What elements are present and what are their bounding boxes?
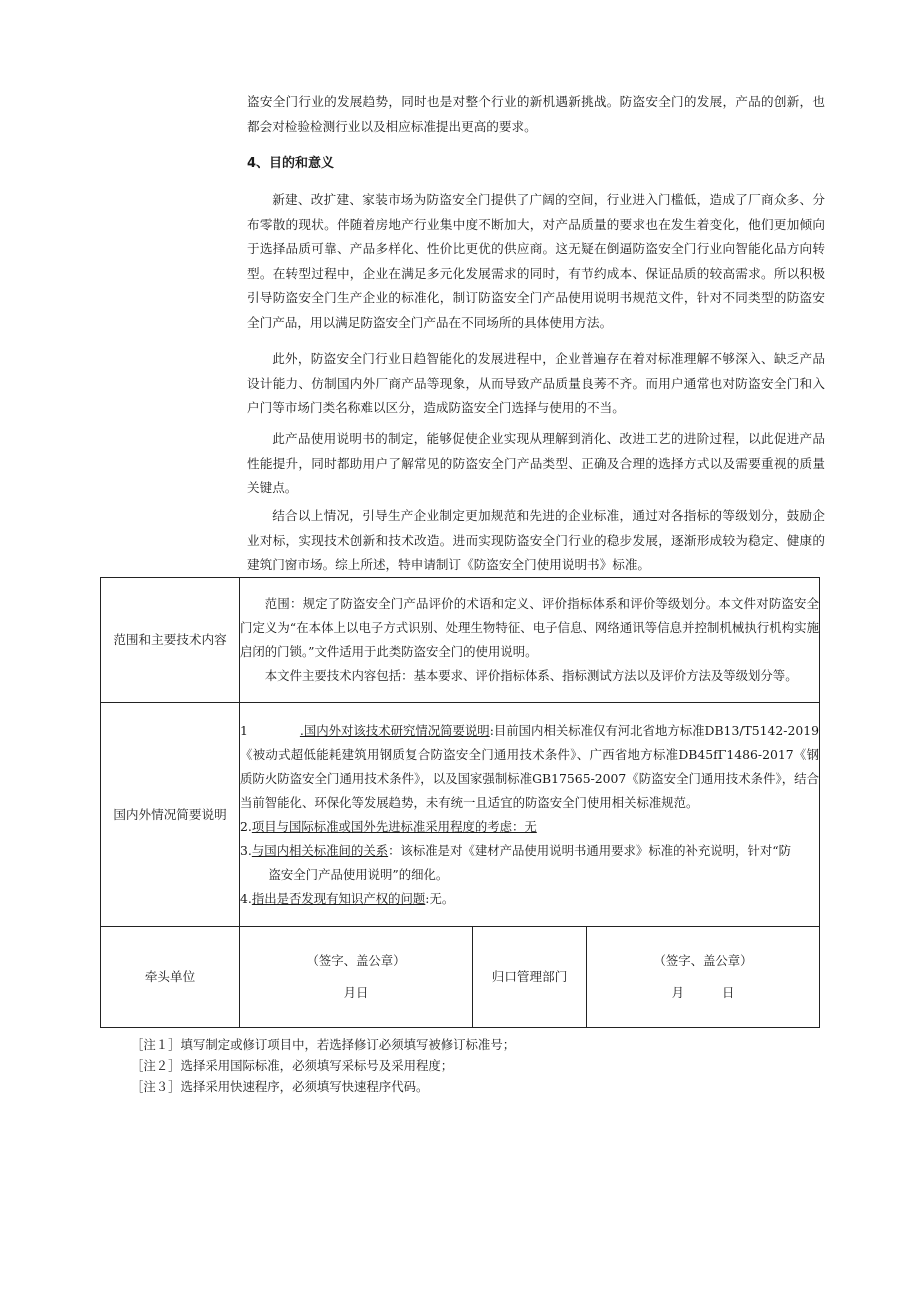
item-4-title: 指出是否发现有知识产权的问题 — [251, 890, 426, 906]
domestic-foreign-row — [101, 703, 820, 927]
dept-date — [587, 983, 819, 1003]
item-3-continuation: 盗安全门产品使用说明”的细化。 — [268, 866, 449, 882]
intro-paragraph: 盗安全门行业的发展趋势，同时也是对整个行业的新机遇新挑战。防盗安全门的发展，产品的创新，也都会对检验检测行业以及相应标准提出更高的要求。 — [247, 94, 825, 134]
note-3: ［注３］选择采用快速程序，必须填写快速程序代码。 — [131, 1079, 429, 1094]
body-paragraph-3: 此产品使用说明书的制定，能够促使企业实现从理解到消化、改进工艺的进阶过程，以此促进产品性能提升，同时都助用户了解常见的防盗安全门产品类型、正确及合理的选择方式以及需要重视的质量关键点。 — [247, 431, 825, 495]
scope-row — [101, 578, 820, 703]
signature-row — [101, 927, 820, 1028]
body-paragraph-4: 结合以上情况，引导生产企业制定更加规范和先进的企业标准，通过对各指标的等级划分，鼓励企业对标，实现技术创新和技术改造。进而实现防盗安全门行业的稳步发展，逐渐形成较为稳定、健康的建筑门窗市场。综上所述，特申请制订《防盗安全门使用说明书》标准。 — [247, 508, 825, 572]
body-paragraph-2: 此外，防盗安全门行业日趋智能化的发展进程中，企业普遍存在着对标准理解不够深入、缺乏产品设计能力、仿制国内外厂商产品等现象，从而导致产品质量良莠不齐。而用户通常也对防盗安全门和入户门等市场门类名称难以区分，造成防盗安全门选择与使用的不当。 — [247, 351, 825, 415]
lead-date: 月日 — [343, 985, 369, 1000]
item-1-text: :目前国内相关标准仅有河北省地方标准DB13/T5142-2019《被动式超低能耗建筑用钢质复合防盗安全门通用技术条件》、广西省地方标准DB45fΓ1486-2017《钢质防火防盗安全门通用技术条件》，以及国家强制标准GB17565-2007《防盗安全门通用技术条件》，结合当前智能化、环保化等发展趋势，未有统一且适宜的防盗安全门使用相关标准规范。 — [240, 722, 820, 810]
project-info-table — [100, 577, 820, 1028]
dept-sign-note: （签字、盖公章） — [653, 953, 753, 968]
note-2: ［注２］选择采用国际标准，必须填写采标号及采用程度； — [131, 1058, 454, 1073]
item-2-number: 2. — [240, 818, 252, 834]
item-3-number: 3. — [240, 842, 252, 858]
lead-sign-note: （签字、盖公章） — [306, 953, 406, 968]
domestic-foreign-label: 国内外情况简要说明 — [101, 703, 240, 927]
technical-content-text: 本文件主要技术内容包括：基本要求、评价指标体系、指标测试方法以及评价方法及等级划分等。 — [264, 668, 798, 683]
item-4 — [240, 887, 819, 911]
scope-text: 范围：规定了防盗安全门产品评价的术语和定义、评价指标体系和评价等级划分。本文件对防盗安全门定义为“在本体上以电子方式识别、处理生物特征、电子信息、网络通讯等信息并控制机械执行机构实施启闭的门锁。”文件适用于此类防盗安全门的使用说明。 — [240, 596, 820, 659]
item-3-title: 与国内相关标准间的关系 — [251, 842, 389, 858]
domestic-foreign-content — [240, 703, 820, 927]
item-1 — [240, 719, 819, 815]
item-3-text: ：该标准是对《建材产品使用说明书通用要求》标准的补充说明，针对“防 — [388, 842, 791, 858]
scope-content — [240, 578, 820, 703]
body-paragraph-1: 新建、改扩建、家装市场为防盗安全门提供了广阔的空间，行业进入门槛低，造成了厂商众多、分布零散的现状。伴随着房地产行业集中度不断加大，对产品质量的要求也在发生着变化，他们更加倾向于选择品质可靠、产品多样化、性价比更优的供应商。这无疑在倒逼防盗安全门行业向智能化品方向转型。在转型过程中，企业在满足多元化发展需求的同时，有节约成本、保证品质的较高需求。所以积极引导防盗安全门生产企业的标准化，制订防盗安全门产品使用说明书规范文件，针对不同类型的防盗安全门产品，用以满足防盗安全门产品在不同场所的具体使用方法。 — [247, 192, 825, 330]
lead-unit-signature — [240, 927, 473, 1028]
management-dept-signature — [587, 927, 820, 1028]
item-1-number: 1 — [240, 722, 248, 738]
dept-month: 月 — [671, 985, 684, 1000]
item-3 — [240, 839, 819, 863]
item-2-title: 项目与国际标准或国外先进标准采用程度的考虑：无 — [251, 818, 537, 834]
management-dept-label: 归口管理部门 — [473, 927, 587, 1028]
dept-day: 日 — [722, 985, 735, 1000]
item-4-text: :无。 — [425, 890, 455, 906]
item-2 — [240, 815, 819, 839]
item-4-number: 4. — [240, 890, 252, 906]
item-1-title: .国内外对该技术研究情况简要说明 — [299, 722, 490, 738]
footnotes — [131, 1034, 515, 1097]
lead-unit-label: 牵头单位 — [101, 927, 240, 1028]
section-heading: 4、目的和意义 — [247, 156, 335, 171]
scope-label: 范围和主要技术内容 — [101, 578, 240, 703]
note-1: ［注１］填写制定或修订项目中，若选择修订必须填写被修订标准号； — [131, 1037, 516, 1052]
